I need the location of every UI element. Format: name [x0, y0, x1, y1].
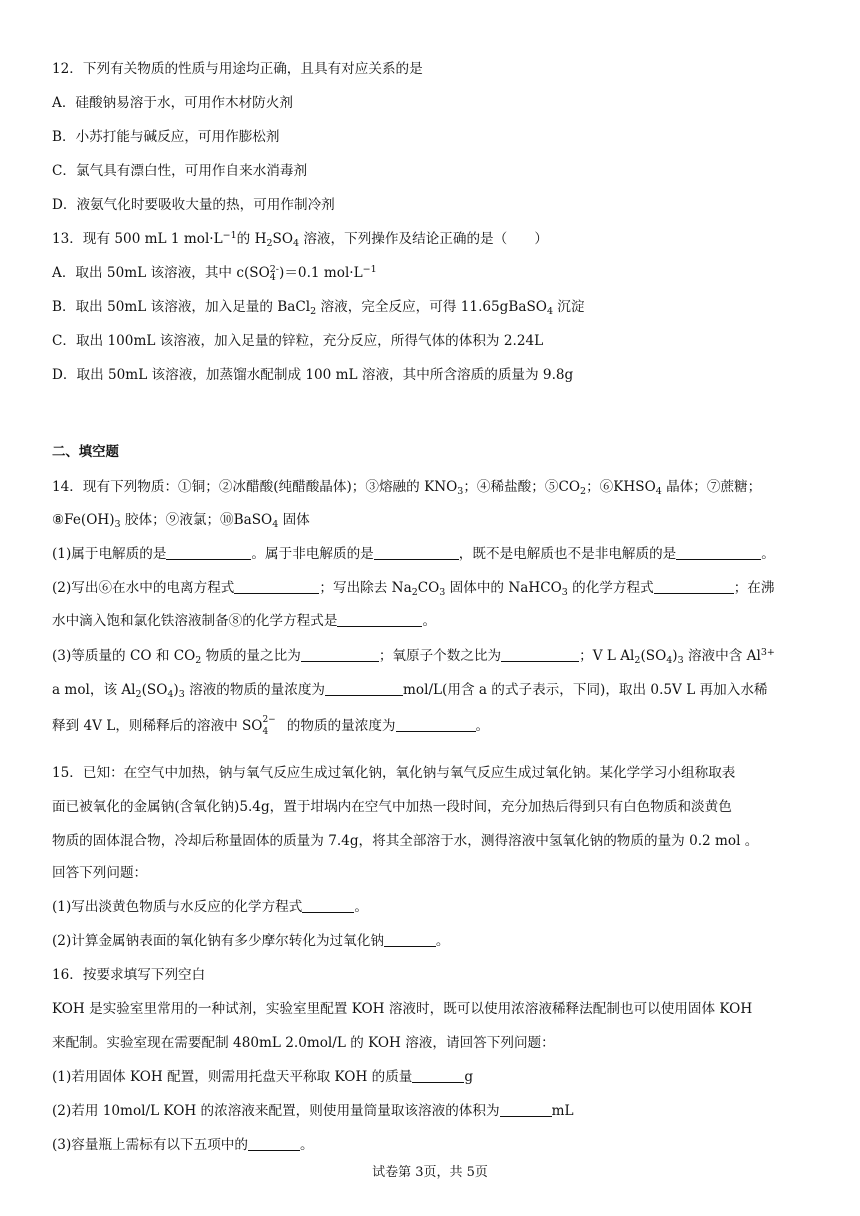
- q15-part2: (2)计算金属钠表面的氧化钠有多少摩尔转化为过氧化钠 。: [52, 933, 450, 949]
- answer-blank[interactable]: [654, 579, 734, 594]
- q14-part3-line3: 释到 4V L，则稀释后的溶液中 SO 2− 4 的物质的量浓度为 。: [52, 715, 490, 737]
- q13-option-d: D．取出 50mL 该溶液，加蒸馏水配制成 100 mL 溶液，其中所含溶质的质量为 9.8g: [52, 367, 574, 383]
- answer-blank[interactable]: [412, 1068, 464, 1083]
- q15-part1: (1)写出淡黄色物质与水反应的化学方程式 。: [52, 899, 368, 915]
- q12-option-c: C．氯气具有漂白性，可用作自来水消毒剂: [52, 163, 308, 179]
- q16-part2: (2)若用 10mol/L KOH 的浓溶液来配置，则使用量筒量取该溶液的体积为 mL: [52, 1103, 574, 1119]
- q15-stem-line3: 物质的固体混合物，冷却后称量固体的质量为 7.4g，将其全部溶于水，测得溶液中氢氧化钠的物质的量为 0.2 mol 。: [52, 833, 759, 849]
- answer-blank[interactable]: [302, 898, 354, 913]
- q14-stem-line2: $⑧Fe(OH)_3$ 胶体；⑨液氯；⑩BaSO$_4$ 固体: [52, 512, 310, 530]
- q15-stem-line4: 回答下列问题：: [52, 865, 148, 881]
- answer-blank[interactable]: [374, 545, 459, 560]
- answer-blank[interactable]: [166, 545, 251, 560]
- answer-blank[interactable]: [676, 545, 761, 560]
- q13-option-b: B．取出 50mL 该溶液，加入足量的 BaCl$_2$ 溶液，完全反应，可得 11.65gBaSO$_4$ 沉淀: [52, 299, 585, 317]
- answer-blank[interactable]: [248, 1136, 300, 1151]
- q14-part2-line1: (2)写出⑥在水中的电离方程式 ；写出除去 $Na_2CO_3$ 固体中的 NaHCO$_3$ 的化学方程式 ；在沸: [52, 580, 775, 598]
- q14-part2-line2: 水中滴入饱和氯化铁溶液制备⑧的化学方程式是 。: [52, 613, 437, 629]
- section-heading: 二、填空题: [52, 445, 119, 460]
- q13-option-a: A．取出 50mL 该溶液，其中 $c(SO_4^{2-})=0.1$ $mol\cdot L^{-1}$: [52, 264, 377, 283]
- q16-stem: 16．按要求填写下列空白: [52, 967, 206, 983]
- q12-option-b: B．小苏打能与碱反应，可用作膨松剂: [52, 129, 280, 145]
- q15-stem-line1: 15．已知：在空气中加热，钠与氧气反应生成过氧化钠，氧化钠与氧气反应生成过氧化钠。某化学学习小组称取表: [52, 765, 736, 781]
- q15-stem-line2: 面已被氧化的金属钠(含氧化钠)5.4g，置于坩埚内在空气中加热一段时间，充分加热后得到只有白色物质和淡黄色: [52, 799, 732, 815]
- q12-option-d: D．液氨气化时要吸收大量的热，可用作制冷剂: [52, 197, 335, 213]
- answer-blank[interactable]: [384, 932, 436, 947]
- q12-stem: 12．下列有关物质的性质与用途均正确，且具有对应关系的是: [52, 61, 423, 77]
- answer-blank[interactable]: [396, 717, 476, 732]
- q14-part3-line1: (3)等质量的 CO 和 $CO_2$ 物质的量之比为 ；氧原子个数之比为 ；V L $Al_2(SO_4)_3$ 溶液中含 $Al^{3+}$: [52, 647, 775, 666]
- q16-part1: (1)若用固体 KOH 配置，则需用托盘天平称取 KOH 的质量 g: [52, 1069, 474, 1085]
- q13-stem: 13．现有 500 mL 1 $mol\cdot L^{-1}$的 $H_2SO_4$ 溶液，下列操作及结论正确的是（ ）: [52, 230, 549, 249]
- answer-blank[interactable]: [301, 647, 379, 662]
- q16-intro-line2: 来配制。实验室现在需要配制 480mL 2.0mol/L 的 KOH 溶液，请回答下列问题：: [52, 1035, 555, 1051]
- answer-blank[interactable]: [500, 1102, 552, 1117]
- page-footer: 试卷第 3页，共 5页: [372, 1165, 488, 1180]
- answer-blank[interactable]: [325, 681, 403, 696]
- answer-blank[interactable]: [337, 612, 422, 627]
- q14-stem-line1: 14．现有下列物质：①铜；②冰醋酸(纯醋酸晶体)；③熔融的 $KNO_3$；④稀盐酸；$⑤CO_2$；$⑥KHSO_4$ 晶体；⑦蔗糖；: [52, 479, 762, 497]
- q14-part3-line2: a mol，该 $Al_2(SO_4)_3$ 溶液的物质的量浓度为 mol/L(用含 a 的式子表示，下同)，取出 0.5V L 再加入水稀: [52, 682, 768, 700]
- q16-intro-line1: KOH 是实验室里常用的一种试剂，实验室里配置 KOH 溶液时，既可以使用浓溶液稀释法配制也可以使用固体 KOH: [52, 1001, 753, 1017]
- answer-blank[interactable]: [234, 579, 319, 594]
- q14-part1: (1)属于电解质的是 。属于非电解质的是 ，既不是电解质也不是非电解质的是 。: [52, 546, 775, 562]
- answer-blank[interactable]: [501, 647, 579, 662]
- q16-part3: (3)容量瓶上需标有以下五项中的 。: [52, 1137, 314, 1153]
- q13-option-c: C．取出 100mL 该溶液，加入足量的锌粒，充分反应，所得气体的体积为 2.24L: [52, 333, 544, 349]
- sulfate-ion-charge: 2− 4: [262, 715, 276, 737]
- q12-option-a: A．硅酸钠易溶于水，可用作木材防火剂: [52, 95, 293, 111]
